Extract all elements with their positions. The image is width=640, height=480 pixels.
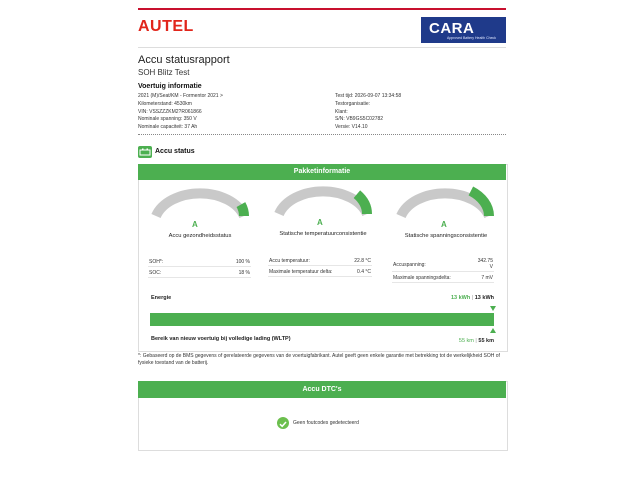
gauge-temp-grade: A bbox=[317, 218, 323, 227]
soh-value: 100 % bbox=[235, 259, 250, 265]
gauge-health-fill bbox=[241, 205, 244, 216]
gauge-health-track bbox=[156, 193, 244, 216]
max-volt-diff-value: 7 mV bbox=[481, 275, 493, 281]
gauge-voltage-grade: A bbox=[441, 220, 447, 229]
software-version: Versie: V14.10 bbox=[335, 124, 368, 131]
energy-readout bbox=[420, 295, 494, 301]
battery-status-icon bbox=[138, 146, 152, 158]
range-total: 55 km bbox=[478, 338, 494, 344]
gauge-temp-label: Statische temperatuurconsistentie bbox=[279, 231, 367, 237]
vehicle-info-left bbox=[138, 93, 223, 132]
voltage-divider bbox=[392, 271, 494, 272]
temp-divider bbox=[268, 265, 372, 266]
max-temp-diff-value: 0.4 °C bbox=[357, 269, 371, 275]
vehicle-nominal-voltage: Nominale spanning: 350 V bbox=[138, 116, 197, 123]
soc-divider bbox=[148, 277, 251, 278]
soc-value: 18 % bbox=[238, 270, 250, 276]
range-readout bbox=[430, 338, 494, 344]
range-current: 55 km bbox=[458, 338, 474, 344]
gauge-voltage bbox=[389, 183, 501, 223]
voltage-value: 342.75 bbox=[477, 258, 493, 264]
energy-marker-bottom bbox=[490, 328, 496, 333]
gauge-temp-track bbox=[279, 191, 367, 214]
voltage-label: Accuspanning: bbox=[393, 262, 426, 268]
footnote: *: Gebaseerd op de BMS gegevens of gerelateerde gegevens van de voertuigfabrikant. Autel geeft geen enkele garantie met betrekking tot de werkelijkheid SOH of fysieke toestand van de batterij. bbox=[138, 353, 500, 366]
autel-logo: AUTEL bbox=[138, 18, 194, 35]
serial-number: S/N: VB9GS5C02782 bbox=[335, 116, 384, 123]
header-divider bbox=[138, 47, 506, 48]
cara-subtitle: Approved Battery Health Check bbox=[447, 36, 497, 40]
range-label: Bereik van nieuw voertuig bij volledige lading (WLTP) bbox=[151, 336, 291, 342]
dotted-divider bbox=[138, 134, 506, 135]
energy-total: 13 kWh bbox=[474, 295, 494, 301]
vehicle-nominal-capacity: Nominale capaciteit: 37 Ah bbox=[138, 124, 198, 131]
temp-label: Accu temperatuur: bbox=[269, 258, 310, 264]
gauge-health-label: Accu gezondheidsstatus bbox=[168, 233, 232, 239]
vehicle-info-heading: Voertuig informatie bbox=[138, 83, 202, 90]
vehicle-mileage: Kilometerstand: 4530km bbox=[138, 100, 192, 107]
pack-info-bar: Pakketinformatie bbox=[138, 164, 506, 180]
max-volt-diff-label: Maximale spanningsdelta: bbox=[393, 275, 451, 281]
max-temp-diff-divider bbox=[268, 276, 372, 277]
customer: Klant: bbox=[335, 108, 348, 115]
vehicle-info-right bbox=[335, 93, 401, 132]
max-temp-diff-label: Maximale temperatuur delta: bbox=[269, 269, 333, 275]
gauge-health-grade: A bbox=[192, 220, 198, 229]
top-accent-line bbox=[138, 8, 506, 10]
energy-separator: | bbox=[471, 295, 474, 301]
battery-status-title: Accu status bbox=[155, 148, 195, 155]
max-volt-diff-divider bbox=[392, 282, 494, 283]
soh-divider bbox=[148, 266, 251, 267]
no-dtc-message: Geen foutcodes gedetecteerd bbox=[293, 420, 359, 426]
cara-title: CARA bbox=[429, 20, 475, 37]
report-subtitle: SOH Blitz Test bbox=[138, 68, 190, 77]
gauge-voltage-label: Statische spanningsconsistentie bbox=[404, 233, 488, 239]
dtc-bar: Accu DTC's bbox=[138, 381, 506, 398]
energy-bar bbox=[150, 313, 494, 326]
energy-current: 13 kWh bbox=[450, 295, 471, 301]
vehicle-vin: VIN: VSSZZZKM2?R061866 bbox=[138, 108, 202, 115]
energy-label: Energie bbox=[151, 295, 172, 301]
gauge-health bbox=[144, 183, 256, 223]
vehicle-model: 2021 (M)/Seat/KM - Formentor 2021 > bbox=[138, 93, 223, 99]
test-time: Test tijd: 2026-09-07 13:34:58 bbox=[335, 93, 402, 99]
temp-value: 22.8 °C bbox=[354, 258, 371, 264]
soc-label: SOC: bbox=[149, 270, 162, 276]
report-title: Accu statusrapport bbox=[138, 54, 230, 66]
energy-marker-top bbox=[490, 306, 496, 311]
gauge-temp bbox=[267, 181, 379, 221]
cara-badge bbox=[421, 17, 506, 43]
range-separator: | bbox=[475, 338, 477, 344]
check-icon bbox=[277, 417, 289, 429]
soh-label: SOH*: bbox=[149, 259, 164, 265]
test-organisation: Testorganisatie: bbox=[335, 100, 371, 107]
voltage-unit: V bbox=[489, 264, 493, 270]
